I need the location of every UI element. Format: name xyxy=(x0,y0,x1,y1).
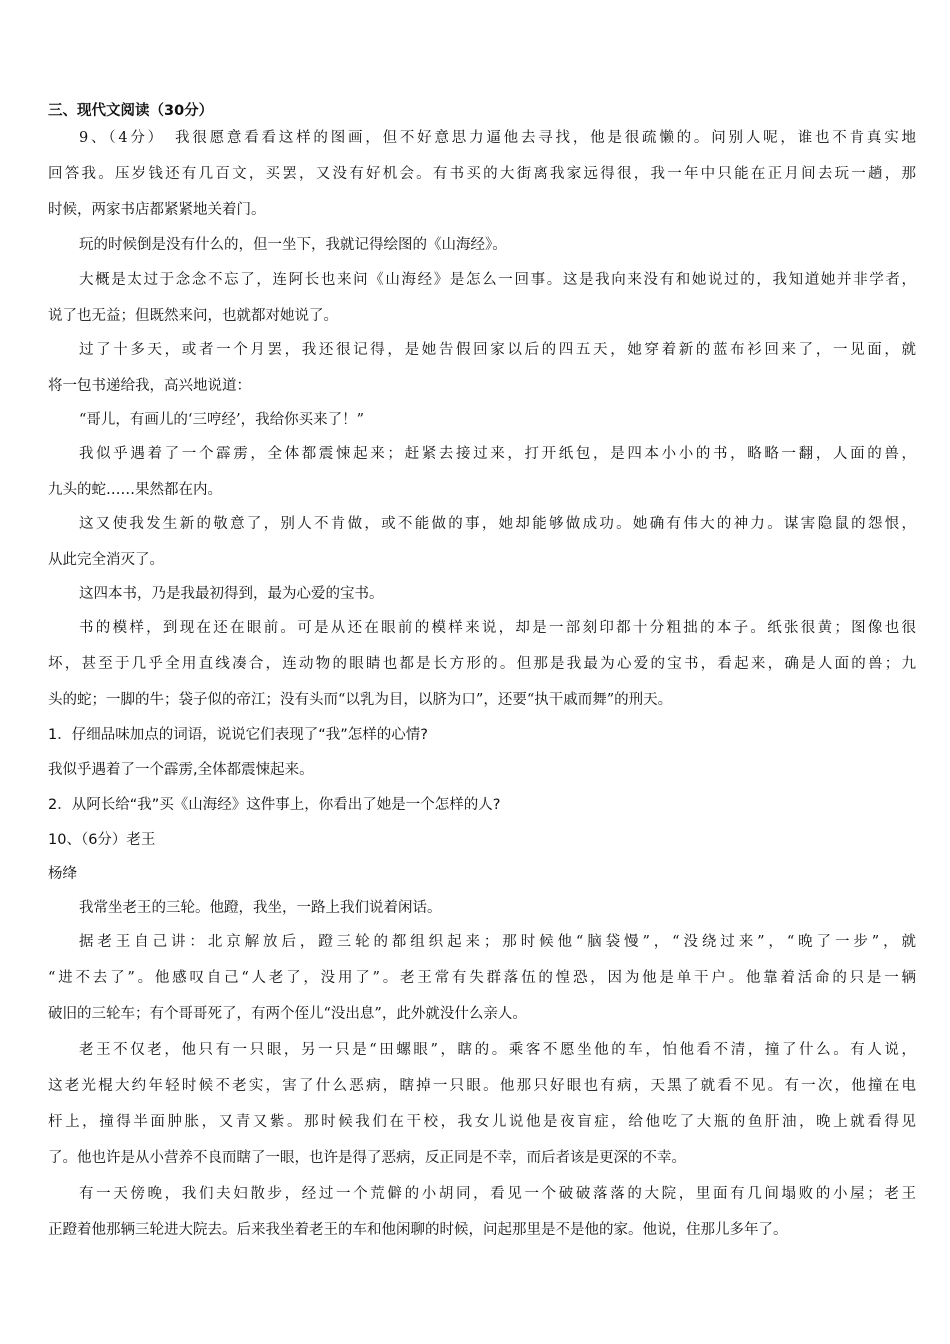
q9-p6-line1: 我似乎遇着了一个霹雳，全体都震悚起来；赶紧去接过来，打开纸包，是四本小小的书，略略一翻，人面的兽， xyxy=(79,446,916,462)
q9-p9-line1: 书的模样，到现在还在眼前。可是从还在眼前的模样来说，却是一部刻印都十分粗拙的本子。纸张很黄；图像也很 xyxy=(79,620,916,636)
q10-p1: 我常坐老王的三轮。他蹬，我坐，一路上我们说着闲话。 xyxy=(79,900,442,916)
q9-p3-line1: 大概是太过于念念不忘了，连阿长也来问《山海经》是怎么一回事。这是我向来没有和她说过的，我知道她并非学者， xyxy=(79,272,916,288)
q9-p9-line2: 坏，甚至于几乎全用直线凑合，连动物的眼睛也都是长方形的。但那是我最为心爱的宝书，看起来，确是人面的兽；九 xyxy=(48,656,916,672)
q9-subquestion-1: 1．仔细品味加点的词语，说说它们表现了“我”怎样的心情? xyxy=(48,727,428,743)
q10-author: 杨绛 xyxy=(48,866,77,882)
q9-p2: 玩的时候倒是没有什么的，但一坐下，我就记得绘图的《山海经》。 xyxy=(79,237,507,253)
q9-subquestion-2: 2．从阿长给“我”买《山海经》这件事上，你看出了她是一个怎样的人? xyxy=(48,797,501,813)
q10-p4-line2: 正蹬着他那辆三轮进大院去。后来我坐着老王的车和他闲聊的时候，问起那里是不是他的家。他说，住那儿多年了。 xyxy=(48,1222,788,1238)
q9-p4-line2: 将一包书递给我，高兴地说道： xyxy=(48,378,251,394)
q10-p3-line1: 老王不仅老，他只有一只眼，另一只是“田螺眼”，瞎的。乘客不愿坐他的车，怕他看不清，撞了什么。有人说， xyxy=(79,1042,916,1058)
q10-p2-line1: 据老王自己讲：北京解放后，蹬三轮的都组织起来；那时候他“脑袋慢”，“没绕过来”，“晚了一步”，就 xyxy=(79,934,916,950)
q9-p6-line2: 九头的蛇……果然都在内。 xyxy=(48,482,222,498)
q9-subquestion-1-quote: 我似乎遇着了一个霹雳,全体都震悚起来。 xyxy=(48,762,314,778)
section-title: 三、现代文阅读（30分） xyxy=(48,103,214,119)
q9-p4-line1: 过了十多天，或者一个月罢，我还很记得，是她告假回家以后的四五天，她穿着新的蓝布衫回来了，一见面，就 xyxy=(79,342,916,358)
q9-p1-line3: 时候，两家书店都紧紧地关着门。 xyxy=(48,202,266,218)
q10-title: 10、（6分）老王 xyxy=(48,832,156,848)
q10-p3-line2: 这老光棍大约年轻时候不老实，害了什么恶病，瞎掉一只眼。他那只好眼也有病，天黑了就看不见。有一次，他撞在电 xyxy=(48,1078,916,1094)
q9-p8: 这四本书，乃是我最初得到，最为心爱的宝书。 xyxy=(79,586,384,602)
q10-p2-line3: 破旧的三轮车；有个哥哥死了，有两个侄儿“没出息”，此外就没什么亲人。 xyxy=(48,1006,527,1022)
q9-p1-line2: 回答我。压岁钱还有几百文，买罢，又没有好机会。有书买的大街离我家远得很，我一年中只能在正月间去玩一趟，那 xyxy=(48,166,916,182)
q9-p7-line1: 这又使我发生新的敬意了，别人不肯做，或不能做的事，她却能够做成功。她确有伟大的神力。谋害隐鼠的怨恨， xyxy=(79,516,916,532)
q9-p9-line3: 头的蛇；一脚的牛；袋子似的帝江；没有头而“以乳为目，以脐为口”，还要“执干戚而舞”的刑天。 xyxy=(48,692,673,708)
q10-p2-line2: “进不去了”。他感叹自己“人老了，没用了”。老王常有失群落伍的惶恐，因为他是单干户。他靠着活命的只是一辆 xyxy=(48,970,916,986)
q10-p3-line3: 杆上，撞得半面肿胀，又青又紫。那时候我们在干校，我女儿说他是夜盲症，给他吃了大瓶的鱼肝油，晚上就看得见 xyxy=(48,1114,916,1130)
q9-p7-line2: 从此完全消灭了。 xyxy=(48,552,164,568)
q10-p4-line1: 有一天傍晚，我们夫妇散步，经过一个荒僻的小胡同，看见一个破破落落的大院，里面有几间塌败的小屋；老王 xyxy=(79,1186,916,1202)
q9-p3-line2: 说了也无益；但既然来问，也就都对她说了。 xyxy=(48,308,338,324)
q9-p5: “哥儿，有画儿的‘三哼经’，我给你买来了！” xyxy=(79,412,365,428)
q9-p1-line1: 9、（4分） 我很愿意看看这样的图画，但不好意思力逼他去寻找，他是很疏懒的。问别人呢，谁也不肯真实地 xyxy=(79,130,916,146)
q10-p3-line4: 了。他也许是从小营养不良而瞎了一眼，也许是得了恶病，反正同是不幸，而后者该是更深的不幸。 xyxy=(48,1150,686,1166)
